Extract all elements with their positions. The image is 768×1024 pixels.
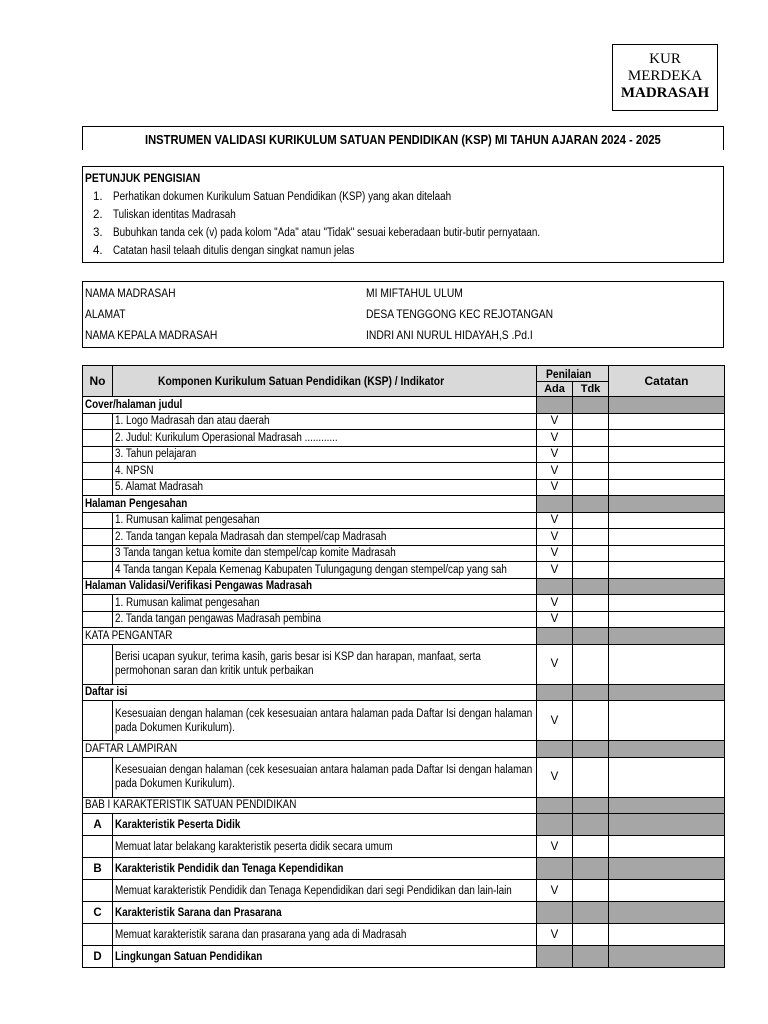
no-cell	[83, 446, 113, 463]
no-cell	[83, 595, 113, 612]
no-cell	[83, 611, 113, 628]
table-row	[83, 741, 725, 758]
header-catatan: Catatan	[609, 366, 725, 397]
ada-cell	[537, 578, 573, 595]
table-row	[83, 512, 725, 529]
indicator-text: 1. Rumusan kalimat pengesahan	[113, 512, 537, 529]
indicator-text: Kesesuaian dengan halaman (cek kesesuaian antara halaman pada Daftar Isi dengan halaman pada Dokumen Kurikulum).	[113, 757, 537, 797]
table-row	[83, 529, 725, 546]
ada-cell: V	[537, 836, 573, 858]
no-cell	[83, 545, 113, 562]
tdk-cell	[573, 529, 609, 546]
sub-title: Karakteristik Pendidik dan Tenaga Kependidikan	[113, 858, 537, 880]
instruction-item: 2. Tuliskan identitas Madrasah	[93, 209, 236, 221]
instruction-item: 3. Bubuhkan tanda cek (v) pada kolom "Ada" atau "Tidak" sesuai keberadaan butir-butir pernyataan.	[93, 227, 541, 239]
table-row	[83, 397, 725, 414]
title-box	[82, 126, 724, 150]
ada-cell	[537, 814, 573, 836]
header-no: No	[83, 366, 113, 397]
ada-cell: V	[537, 562, 573, 579]
ada-cell: V	[537, 512, 573, 529]
tdk-cell	[573, 814, 609, 836]
catatan-cell	[609, 595, 725, 612]
table-row	[83, 946, 725, 968]
catatan-cell	[609, 463, 725, 480]
instructions-heading: PETUNJUK PENGISIAN	[85, 171, 201, 185]
badge-line-2: MERDEKA	[627, 68, 703, 84]
catatan-cell	[609, 529, 725, 546]
tdk-cell	[573, 902, 609, 924]
table-row	[83, 684, 725, 701]
ada-cell	[537, 946, 573, 968]
ada-cell	[537, 797, 573, 814]
ada-cell: V	[537, 701, 573, 741]
table-row	[83, 628, 725, 645]
tdk-cell	[573, 946, 609, 968]
ada-cell: V	[537, 595, 573, 612]
ada-cell: V	[537, 413, 573, 430]
ada-cell: V	[537, 479, 573, 496]
table-row	[83, 413, 725, 430]
catatan-cell	[609, 644, 725, 684]
indicator-text: 5. Alamat Madrasah	[113, 479, 537, 496]
tdk-cell	[573, 741, 609, 758]
tdk-cell	[573, 701, 609, 741]
catatan-cell	[609, 836, 725, 858]
identity-box	[82, 281, 724, 348]
sub-code: D	[83, 946, 113, 968]
no-cell	[83, 512, 113, 529]
catatan-cell	[609, 512, 725, 529]
ada-cell	[537, 858, 573, 880]
indicator-text: 2. Tanda tangan pengawas Madrasah pembina	[113, 611, 537, 628]
no-cell	[83, 479, 113, 496]
table-row	[83, 644, 725, 684]
validation-table	[82, 365, 725, 968]
table-row	[83, 496, 725, 513]
identity-value: INDRI ANI NURUL HIDAYAH,S .Pd.I	[366, 328, 533, 342]
identity-label: NAMA KEPALA MADRASAH	[85, 328, 218, 342]
ada-cell	[537, 628, 573, 645]
table-row	[83, 880, 725, 902]
identity-value: DESA TENGGONG KEC REJOTANGAN	[366, 307, 554, 321]
catatan-cell	[609, 741, 725, 758]
section-title: Halaman Pengesahan	[83, 496, 537, 513]
indicator-text: 1. Rumusan kalimat pengesahan	[113, 595, 537, 612]
indicator-text: 3 Tanda tangan ketua komite dan stempel/cap komite Madrasah	[113, 545, 537, 562]
indicator-text: 2. Judul: Kurikulum Operasional Madrasah ............	[113, 430, 537, 447]
catatan-cell	[609, 628, 725, 645]
no-cell	[83, 701, 113, 741]
section-title: Cover/halaman judul	[83, 397, 537, 414]
catatan-cell	[609, 814, 725, 836]
catatan-cell	[609, 858, 725, 880]
ada-cell: V	[537, 644, 573, 684]
no-cell	[83, 836, 113, 858]
no-cell	[83, 880, 113, 902]
sub-title: Karakteristik Sarana dan Prasarana	[113, 902, 537, 924]
header-component: Komponen Kurikulum Satuan Pendidikan (KSP) / Indikator	[113, 366, 537, 397]
tdk-cell	[573, 413, 609, 430]
indicator-text: Kesesuaian dengan halaman (cek kesesuaian antara halaman pada Daftar Isi dengan halaman pada Dokumen Kurikulum).	[113, 701, 537, 741]
sub-code: B	[83, 858, 113, 880]
identity-row	[83, 304, 723, 325]
ada-cell: V	[537, 430, 573, 447]
sub-title: Karakteristik Peserta Didik	[113, 814, 537, 836]
no-cell	[83, 529, 113, 546]
ada-cell: V	[537, 924, 573, 946]
no-cell	[83, 413, 113, 430]
catatan-cell	[609, 701, 725, 741]
tdk-cell	[573, 797, 609, 814]
tdk-cell	[573, 578, 609, 595]
tdk-cell	[573, 562, 609, 579]
tdk-cell	[573, 397, 609, 414]
table-row	[83, 430, 725, 447]
badge-line-1: KUR	[649, 51, 681, 67]
tdk-cell	[573, 545, 609, 562]
header-tdk: Tdk	[573, 382, 609, 397]
table-row	[83, 701, 725, 741]
table-body	[83, 397, 725, 968]
ada-cell	[537, 684, 573, 701]
catatan-cell	[609, 413, 725, 430]
table-row	[83, 858, 725, 880]
sub-code: C	[83, 902, 113, 924]
section-title: Daftar isi	[83, 684, 537, 701]
ada-cell: V	[537, 545, 573, 562]
catatan-cell	[609, 496, 725, 513]
table-row	[83, 611, 725, 628]
tdk-cell	[573, 684, 609, 701]
no-cell	[83, 644, 113, 684]
catatan-cell	[609, 430, 725, 447]
table-row	[83, 545, 725, 562]
indicator-text: 4. NPSN	[113, 463, 537, 480]
no-cell	[83, 562, 113, 579]
ada-cell	[537, 902, 573, 924]
identity-row	[83, 283, 723, 304]
indicator-text: Berisi ucapan syukur, terima kasih, garis besar isi KSP dan harapan, manfaat, serta permohonan saran dan kritik untuk perbaikan	[113, 644, 537, 684]
catatan-cell	[609, 397, 725, 414]
table-row	[83, 836, 725, 858]
table-row	[83, 814, 725, 836]
tdk-cell	[573, 836, 609, 858]
table-row	[83, 595, 725, 612]
table-row	[83, 924, 725, 946]
header-ada: Ada	[537, 382, 573, 397]
catatan-cell	[609, 479, 725, 496]
indicator-text: 2. Tanda tangan kepala Madrasah dan stempel/cap Madrasah	[113, 529, 537, 546]
catatan-cell	[609, 902, 725, 924]
ada-cell: V	[537, 757, 573, 797]
catatan-cell	[609, 797, 725, 814]
indicator-text: Memuat karakteristik Pendidik dan Tenaga Kependidikan dari segi Pendidikan dan lain-lain	[113, 880, 537, 902]
no-cell	[83, 430, 113, 447]
tdk-cell	[573, 463, 609, 480]
catatan-cell	[609, 562, 725, 579]
indicator-text: Memuat karakteristik sarana dan prasarana yang ada di Madrasah	[113, 924, 537, 946]
sub-title: Lingkungan Satuan Pendidikan	[113, 946, 537, 968]
instruction-item: 1. Perhatikan dokumen Kurikulum Satuan Pendidikan (KSP) yang akan ditelaah	[93, 191, 452, 203]
ada-cell	[537, 397, 573, 414]
table-row	[83, 797, 725, 814]
catatan-cell	[609, 578, 725, 595]
table-row	[83, 902, 725, 924]
tdk-cell	[573, 880, 609, 902]
catatan-cell	[609, 684, 725, 701]
catatan-cell	[609, 545, 725, 562]
ada-cell: V	[537, 446, 573, 463]
ada-cell: V	[537, 529, 573, 546]
indicator-text: 4 Tanda tangan Kepala Kemenag Kabupaten Tulungagung dengan stempel/cap yang sah	[113, 562, 537, 579]
no-cell	[83, 463, 113, 480]
tdk-cell	[573, 858, 609, 880]
no-cell	[83, 757, 113, 797]
sub-code: A	[83, 814, 113, 836]
section-title: KATA PENGANTAR	[83, 628, 537, 645]
header-penilaian: Penilaian	[537, 366, 609, 382]
tdk-cell	[573, 611, 609, 628]
identity-label: NAMA MADRASAH	[85, 286, 176, 300]
table-row	[83, 757, 725, 797]
ada-cell: V	[537, 880, 573, 902]
ada-cell: V	[537, 463, 573, 480]
ada-cell	[537, 496, 573, 513]
section-title: DAFTAR LAMPIRAN	[83, 741, 537, 758]
catatan-cell	[609, 757, 725, 797]
catatan-cell	[609, 924, 725, 946]
tdk-cell	[573, 430, 609, 447]
instruction-item: 4. Catatan hasil telaah ditulis dengan singkat namun jelas	[93, 245, 355, 257]
catatan-cell	[609, 446, 725, 463]
indicator-text: 1. Logo Madrasah dan atau daerah	[113, 413, 537, 430]
ada-cell	[537, 741, 573, 758]
identity-value: MI MIFTAHUL ULUM	[366, 286, 463, 300]
section-title: BAB I KARAKTERISTIK SATUAN PENDIDIKAN	[83, 797, 537, 814]
tdk-cell	[573, 757, 609, 797]
identity-label: ALAMAT	[85, 307, 126, 321]
tdk-cell	[573, 628, 609, 645]
catatan-cell	[609, 946, 725, 968]
section-title: Halaman Validasi/Verifikasi Pengawas Madrasah	[83, 578, 537, 595]
tdk-cell	[573, 496, 609, 513]
table-row	[83, 446, 725, 463]
ada-cell: V	[537, 611, 573, 628]
table-row	[83, 562, 725, 579]
catatan-cell	[609, 880, 725, 902]
tdk-cell	[573, 512, 609, 529]
instructions-box	[82, 166, 724, 263]
table-row	[83, 479, 725, 496]
identity-row	[83, 325, 723, 346]
badge-line-3: MADRASAH	[620, 85, 710, 101]
kur-merdeka-badge	[612, 44, 718, 111]
no-cell	[83, 924, 113, 946]
table-row	[83, 578, 725, 595]
table-row	[83, 463, 725, 480]
tdk-cell	[573, 446, 609, 463]
tdk-cell	[573, 595, 609, 612]
tdk-cell	[573, 924, 609, 946]
indicator-text: Memuat latar belakang karakteristik peserta didik secara umum	[113, 836, 537, 858]
tdk-cell	[573, 479, 609, 496]
page-title: INSTRUMEN VALIDASI KURIKULUM SATUAN PENDIDIKAN (KSP) MI TAHUN AJARAN 2024 - 2025	[145, 132, 661, 147]
catatan-cell	[609, 611, 725, 628]
indicator-text: 3. Tahun pelajaran	[113, 446, 537, 463]
tdk-cell	[573, 644, 609, 684]
